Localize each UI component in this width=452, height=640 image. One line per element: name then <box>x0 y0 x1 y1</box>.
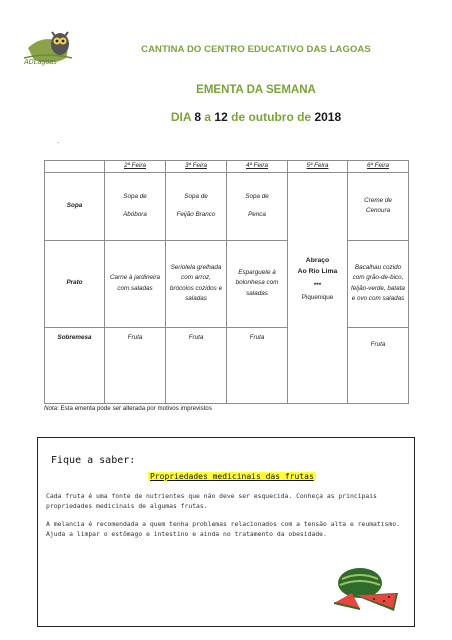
cell-sobremesa-sex: Fruta <box>348 327 409 403</box>
info-paragraph-1: Cada fruta é uma fonte de nutrientes que não deve ser esquecida. Conheça as principais propriedades medicinais de algumas frutas. <box>46 492 377 510</box>
header-day: 4ª Feira <box>227 161 288 173</box>
header-day: 5ª Feira <box>288 161 348 173</box>
header-corner <box>45 161 105 173</box>
weekly-menu-table <box>44 160 409 404</box>
table-row-sopa <box>45 172 409 240</box>
date-month: de outubro de <box>227 110 315 124</box>
cell-prato-sex: Bacalhau cozido com grão-de-bico, feijão-verde, batata e ovo com saladas <box>348 240 409 327</box>
cell-thursday-event <box>288 172 348 403</box>
event-title-line1: Abraço <box>305 256 330 264</box>
cell-sopa-ter: Sopa de Feijão Branco <box>166 172 227 240</box>
info-subheading: Propriedades medicinais das frutas <box>150 472 314 481</box>
cell-sopa-qua: Sopa de Penca <box>227 172 288 240</box>
info-paragraph-2: A melancia é recomendada a quem tenha problemas relacionados com a tensão alta e reumatismo. Ajuda a limpar o estômago e intestino e ainda no tratamento da obesidade. <box>46 520 400 538</box>
note-text: : Esta ementa pode ser alterada por motivos imprevistos <box>57 405 212 412</box>
cell-sobremesa-qua: Fruta <box>227 327 288 403</box>
header-day: 6ª Feira <box>348 161 409 173</box>
cell-sopa-seg: Sopa de Abóbora <box>105 172 166 240</box>
event-title-line2: Ao Rio Lima <box>297 267 338 275</box>
table-header-row <box>45 161 409 173</box>
event-stars: *** <box>313 281 322 289</box>
cell-prato-qua: Esparguete à bolonhesa com saladas <box>227 240 288 327</box>
date-day-to: 12 <box>214 110 228 124</box>
row-label-sobremesa: Sobremesa <box>45 327 105 403</box>
header-day: 2ª Feira <box>105 161 166 173</box>
note-label: Nota <box>44 405 58 412</box>
cell-prato-ter: Seriolela grelhada com arroz, brócolos cozidos e saladas <box>166 240 227 327</box>
page-title: EMENTA DA SEMANA <box>196 84 316 96</box>
school-name: CANTINA DO CENTRO EDUCATIVO DAS LAGOAS <box>141 44 371 55</box>
watermelon-icon <box>334 563 400 613</box>
date-separator: a <box>201 110 215 124</box>
date-range <box>0 110 452 124</box>
info-box <box>37 437 415 627</box>
header-day: 3ª Feira <box>166 161 227 173</box>
cell-sobremesa-ter: Fruta <box>166 327 227 403</box>
table-row-sobremesa <box>45 327 409 403</box>
table-row-prato <box>45 240 409 327</box>
info-heading: Fique a saber: <box>51 455 136 466</box>
menu-note <box>44 405 212 412</box>
stray-dot: . <box>57 136 60 145</box>
cell-prato-seg: Carne à jardineira com saladas <box>105 240 166 327</box>
row-label-prato: Prato <box>45 240 105 327</box>
date-year: 2018 <box>314 110 342 124</box>
date-prefix: DIA <box>170 110 195 124</box>
cell-sopa-sex: Creme de Cenoura <box>348 172 409 240</box>
date-day-from: 8 <box>194 110 202 124</box>
row-label-sopa: Sopa <box>45 172 105 240</box>
logo-text: ADLagoas <box>24 59 57 66</box>
event-note: Piquenique <box>301 294 334 301</box>
cell-sobremesa-seg: Fruta <box>105 327 166 403</box>
